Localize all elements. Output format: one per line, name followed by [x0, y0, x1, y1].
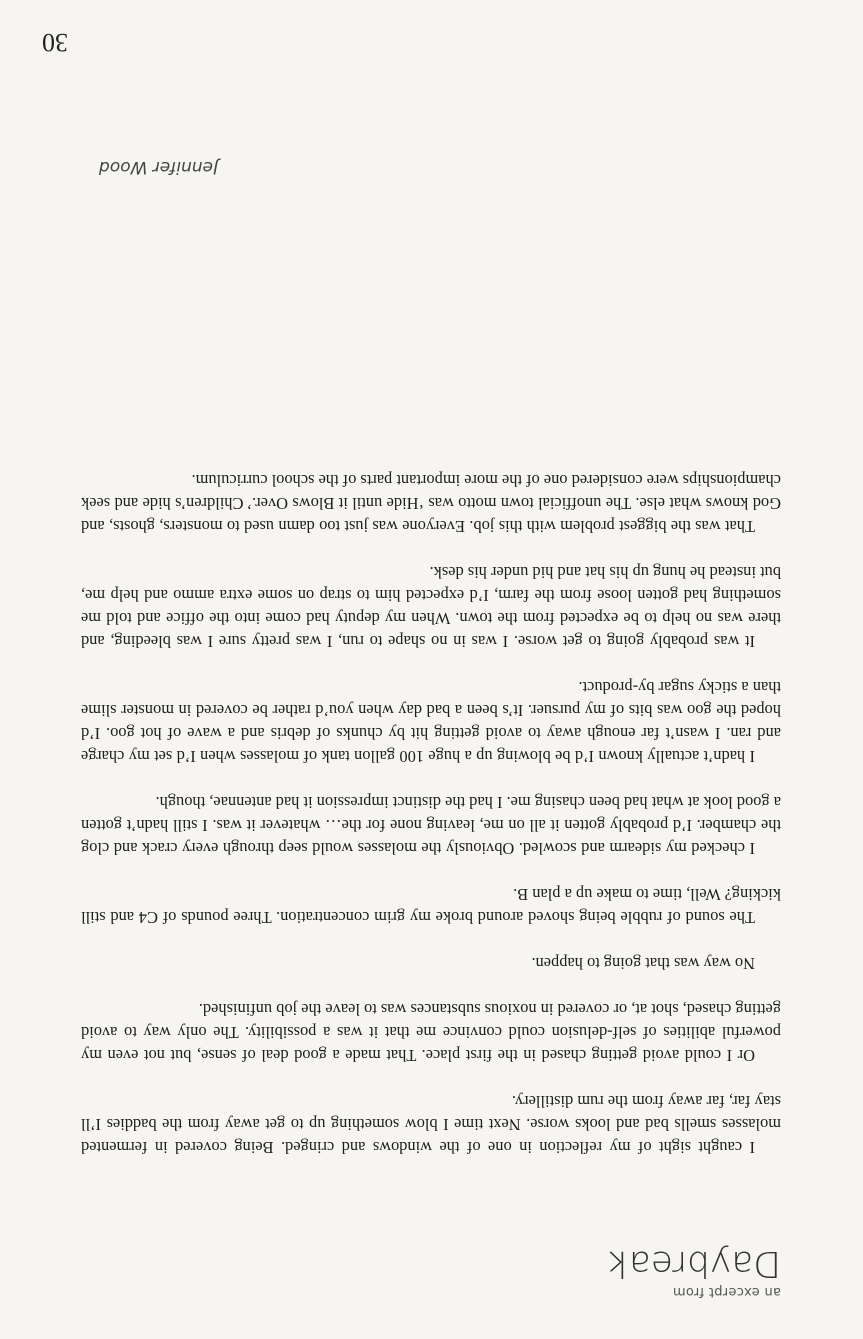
paragraph: I checked my sidearm and scowled. Obviously the molasses would seep through every crack and clog the chamber. I’d probably gotten it all on me, leaving none for the… whatever it was. I still hadn’t gotten a good look at what had been chasing me. I had the distinct impression it had antennae, though. — [81, 793, 781, 858]
paragraph: I hadn’t actually known I’d be blowing up a huge 100 gallon tank of molasses when I’d set my charge and ran. I wasn’t far enough away to avoid getting hit by chunks of debris and a wave of hot goo. I’d hoped the goo was bits of my pursuer. It’s been a bad day when you’d rather be covered in monster slime than a sticky sugar by-product. — [81, 678, 781, 766]
paragraph: I caught sight of my reflection in one of the windows and cringed. Being covered in fermented molasses smells bad and looks worse. Next time I blow something up to get away from the baddies I’ll stay far, far away from the rum distillery. — [81, 1092, 781, 1157]
author-name: Jennifer Wood — [99, 157, 218, 177]
paragraph: It was probably going to get worse. I was in no shape to run, I was pretty sure I was bleeding, and there was no help to be expected from the town. When my deputy had come into the office and told me something had gotten loose from the farm, I’d expected him to strap on some extra ammo and help me, but instead he hung up his hat and hid under his desk. — [81, 563, 781, 651]
page-number: 30 — [42, 28, 68, 57]
paragraph: Or I could avoid getting chased in the first place. That made a good deal of sense, but not even my powerful abilities of self-delusion could convince me that it was a possibility. The only way to avoid getting chased, shot at, or covered in noxious substances was to leave the job unfinished. — [81, 1000, 781, 1065]
book-title: Daybreak — [607, 1243, 781, 1284]
paragraph: No way was that going to happen. — [531, 954, 755, 973]
paragraph: The sound of rubble being shoved around broke my grim concentration. Three pounds of C4 and still kicking? Well, time to make up a plan B. — [81, 885, 781, 927]
excerpt-body — [81, 446, 781, 1159]
paragraph: That was the biggest problem with this job. Everyone was just too damn used to monsters, ghosts, and God knows what else. The unofficial town motto was ‘Hide until it Blows Over.’ Children’s hide and seek championships were considered one of the more important parts of the school curriculum. — [81, 471, 781, 536]
excerpt-prefix: an excerpt from — [672, 1284, 781, 1299]
book-header — [608, 1244, 781, 1299]
